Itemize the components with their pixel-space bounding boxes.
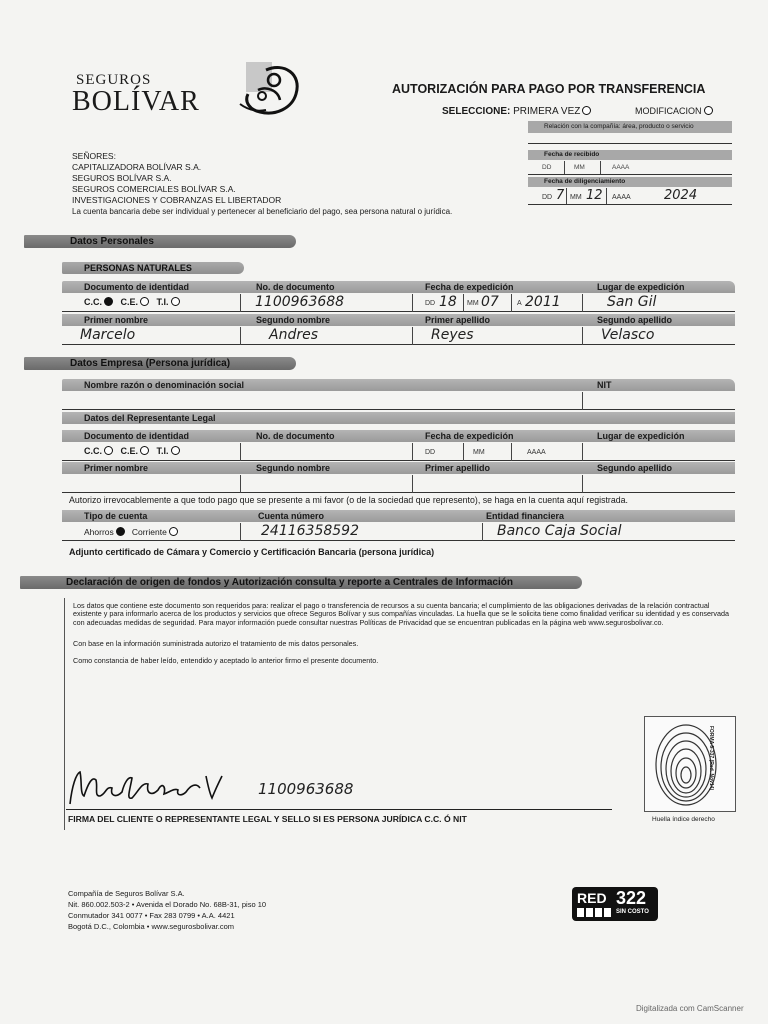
rep-fecha-cell[interactable] [412, 443, 582, 461]
hdr-primer-apellido: Primer apellido [425, 315, 491, 325]
section-datos-empresa [24, 357, 296, 370]
recipient-3: SEGUROS COMERCIALES BOLÍVAR S.A. [72, 184, 236, 194]
declaracion-title: Declaración de origen de fondos y Autorización consulta y reporte a Centrales de Información [66, 577, 513, 588]
fecha-exp-cell[interactable] [412, 294, 582, 312]
dilig-fields[interactable] [528, 188, 732, 205]
hdr-rep-no-documento: No. de documento [256, 431, 335, 441]
hdr-entidad: Entidad financiera [486, 511, 565, 521]
rep-lugar-cell[interactable] [582, 443, 735, 461]
lugar-value: San Gil [607, 294, 657, 310]
modificacion-label: MODIFICACION [635, 106, 702, 116]
hdr-no-documento: No. de documento [256, 282, 335, 292]
exp-mm-prefix: MM [467, 300, 479, 307]
logo-seguros: SEGUROS [76, 72, 152, 88]
ti-radio[interactable] [171, 297, 180, 306]
rep-nombres-row [62, 475, 735, 493]
dilig-div2 [606, 188, 607, 204]
ce-radio[interactable] [140, 297, 149, 306]
doc-type-group[interactable] [84, 297, 180, 307]
dilig-aaaa: 2024 [664, 188, 698, 203]
documento-value: 1100963688 [255, 294, 345, 310]
red-prefix: RED [577, 890, 607, 906]
rep-div2 [511, 443, 512, 461]
datos-personales-title: Datos Personales [70, 236, 154, 247]
relacion-label: Relación con la compañía: área, producto o servicio [544, 123, 694, 130]
personas-naturales-title: PERSONAS NATURALES [84, 263, 192, 273]
select-modificacion[interactable] [635, 106, 713, 116]
recipient-2: SEGUROS BOLÍVAR S.A. [72, 173, 172, 183]
hdr-tipo-cuenta: Tipo de cuenta [84, 511, 148, 521]
exp-div2 [511, 294, 512, 312]
primer-apellido-cell[interactable] [412, 327, 582, 345]
ahorros-radio[interactable] [116, 527, 125, 536]
recipient-1: CAPITALIZADORA BOLÍVAR S.A. [72, 162, 202, 172]
recibido-dd: DD [542, 164, 552, 171]
fingerprint-caption: Huella índice derecho [652, 816, 715, 823]
header-row-ident [62, 281, 735, 293]
dilig-dd-prefix: DD [542, 194, 553, 201]
hdr-representante: Datos del Representante Legal [84, 413, 216, 423]
entidad-value: Banco Caja Social [497, 523, 622, 539]
primer-nombre-value: Marcelo [80, 327, 136, 343]
dilig-mm-prefix: MM [570, 194, 582, 201]
cc-label: C.C. [84, 297, 102, 307]
footer-line-3: Conmutador 341 0077 • Fax 283 0799 • A.A. 4421 [68, 911, 235, 920]
forma-code: FORMA 8-337 (Red. Nov14) [707, 725, 714, 791]
exp-mm: 07 [481, 294, 499, 310]
header-row-cuenta [62, 510, 735, 522]
persona-ident-row [62, 294, 735, 312]
primer-nombre-cell[interactable] [62, 327, 240, 345]
rep-div1 [463, 443, 464, 461]
rep-segundo-nombre-cell[interactable] [240, 475, 412, 493]
cc-radio[interactable] [104, 297, 113, 306]
company-footer [68, 888, 266, 932]
section-datos-personales [24, 235, 296, 248]
rep-doc-type-group[interactable] [84, 446, 180, 456]
primera-vez-label: PRIMERA VEZ [513, 106, 581, 117]
select-row [442, 106, 591, 117]
legal-paragraph-2: Con base en la información suministrada autorizo el tratamiento de mis datos personales. [73, 639, 359, 648]
recibido-label: Fecha de recibido [544, 151, 600, 158]
segundo-apellido-value: Velasco [601, 327, 655, 343]
hdr-rep-lugar-exp: Lugar de expedición [597, 431, 685, 441]
rep-mm: MM [473, 449, 485, 456]
fingerprint-box[interactable] [644, 716, 736, 812]
hdr-primer-nombre: Primer nombre [84, 315, 149, 325]
persona-nombres-row [62, 327, 735, 345]
tipo-cuenta-group[interactable] [84, 527, 178, 537]
section-declaracion [20, 576, 582, 589]
recipients-note: La cuenta bancaria debe ser individual y pertenecer al beneficiario del pago, sea persona natural o jurídica. [72, 207, 453, 216]
rep-cc-label: C.C. [84, 446, 102, 456]
header-row-rep-ident [62, 430, 735, 442]
exp-aaaa: 2011 [525, 294, 561, 310]
nit-cell[interactable] [582, 392, 735, 410]
dilig-label: Fecha de diligenciamiento [544, 178, 626, 185]
datos-empresa-title: Datos Empresa (Persona jurídica) [70, 358, 231, 369]
modificacion-radio[interactable] [704, 106, 713, 115]
client-signature [66, 766, 226, 810]
rep-primer-apellido-cell[interactable] [412, 475, 582, 493]
header-row-nombres [62, 314, 735, 326]
signature-caption: FIRMA DEL CLIENTE O REPRESENTANTE LEGAL Y SELLO SI ES PERSONA JURÍDICA C.C. Ó NIT [68, 814, 467, 824]
section-personas-naturales [62, 262, 244, 274]
cuenta-row [62, 523, 735, 541]
dilig-mm: 12 [586, 188, 603, 203]
cuenta-numero-value: 24116358592 [261, 523, 359, 539]
header-row-razon [62, 379, 735, 391]
lugar-exp-cell[interactable] [582, 294, 735, 312]
relacion-box[interactable] [528, 121, 732, 133]
dilig-aaaa-prefix: AAAA [612, 194, 631, 201]
rep-segundo-apellido-cell[interactable] [582, 475, 735, 493]
signature-cc-written: 1100963688 [258, 780, 354, 798]
rep-cc-radio[interactable] [104, 446, 113, 455]
family-logo-icon [236, 60, 310, 122]
footer-line-4: Bogotá D.C., Colombia • www.segurosbolivar.com [68, 922, 235, 931]
primera-vez-radio[interactable] [582, 106, 591, 115]
dilig-div1 [566, 188, 567, 204]
recipients [72, 151, 452, 217]
hdr-rep-doc-identidad: Documento de identidad [84, 431, 190, 441]
recibido-mm: MM [574, 164, 585, 171]
rep-dd: DD [425, 449, 436, 456]
recipient-4: INVESTIGACIONES Y COBRANZAS EL LIBERTADOR [72, 195, 282, 205]
rep-ce-label: C.E. [120, 446, 139, 456]
ti-label: T.I. [156, 297, 169, 307]
camscanner-watermark: Digitalizada com CamScanner [636, 1004, 744, 1013]
footer-line-2: Nit. 860.002.503-2 • Avenida el Dorado No. 68B-31, piso 10 [68, 900, 267, 909]
recibido-div1 [564, 161, 565, 174]
recibido-label-bar [528, 150, 732, 160]
corriente-label: Corriente [131, 527, 167, 537]
recipients-lead: SEÑORES: [72, 151, 116, 161]
rep-aaaa: AAAA [527, 449, 546, 456]
hdr-lugar-exp: Lugar de expedición [597, 282, 685, 292]
hdr-segundo-nombre: Segundo nombre [256, 315, 330, 325]
cuenta-numero-cell[interactable] [240, 523, 482, 541]
ce-label: C.E. [120, 297, 139, 307]
empresa-razon-row[interactable] [62, 392, 735, 410]
segundo-nombre-cell[interactable] [240, 327, 412, 345]
hdr-rep-segundo-nombre: Segundo nombre [256, 463, 330, 473]
select-label: SELECCIONE: [442, 106, 511, 117]
dilig-dd: 7 [556, 188, 565, 203]
legal-paragraph-3: Como constancia de haber leído, entendido y aceptado lo anterior firmo el presente documento. [73, 656, 379, 665]
hdr-rep-primer-nombre: Primer nombre [84, 463, 149, 473]
rep-ti-radio[interactable] [171, 446, 180, 455]
header-row-rep-nombres [62, 462, 735, 474]
logo [72, 72, 232, 115]
hdr-fecha-exp: Fecha de expedición [425, 282, 514, 292]
hdr-doc-identidad: Documento de identidad [84, 282, 190, 292]
red-digit-boxes [577, 908, 611, 917]
rep-ce-radio[interactable] [140, 446, 149, 455]
footer-line-1: Compañía de Seguros Bolívar S.A. [68, 889, 185, 898]
relacion-line [528, 143, 732, 144]
exp-div1 [463, 294, 464, 312]
red-sub: SIN COSTO [616, 909, 649, 915]
hdr-rep-primer-apellido: Primer apellido [425, 463, 491, 473]
legal-paragraph-1: Los datos que contiene este documento son requeridos para: realizar el pago o transferencia de recursos a su cuenta bancaria; el cumplimiento de las obligaciones derivadas de la relación contractual existente y para informarlo acerca de los productos y servicios que ofrece Seguros Bolívar y sus compañías vinculadas. La huella que se le solicita tiene como finalidad verificar su identidad y es conservada con adecuadas medidas de seguridad. Para mayor información puede consultar nuestras Políticas de Privacidad que se encuentran publicadas en la página web www.segurosbolivar.co. [73, 601, 730, 627]
header-row-representante [62, 412, 735, 424]
exp-dd-prefix: DD [425, 300, 436, 307]
hdr-cuenta-numero: Cuenta número [258, 511, 325, 521]
ahorros-label: Ahorros [84, 527, 114, 537]
red-322-logo [572, 887, 658, 921]
primer-apellido-value: Reyes [431, 327, 474, 343]
logo-bolivar: BOLÍVAR [72, 86, 200, 117]
signature-line [66, 809, 612, 810]
hdr-rep-fecha-exp: Fecha de expedición [425, 431, 514, 441]
rep-ti-label: T.I. [156, 446, 169, 456]
rep-ident-row [62, 443, 735, 461]
dilig-label-bar [528, 177, 732, 187]
hdr-nit: NIT [597, 380, 612, 390]
rep-documento-cell[interactable] [240, 443, 412, 461]
documento-cell[interactable] [240, 294, 412, 312]
hdr-rep-segundo-apellido: Segundo apellido [597, 463, 673, 473]
recibido-aaaa: AAAA [612, 164, 630, 171]
exp-aaaa-prefix: A [517, 300, 522, 307]
adjunto-text: Adjunto certificado de Cámara y Comercio y Certificación Bancaria (persona jurídica) [69, 547, 435, 557]
form-title: AUTORIZACIÓN PARA PAGO POR TRANSFERENCIA [392, 82, 706, 96]
corriente-radio[interactable] [169, 527, 178, 536]
autorizo-text: Autorizo irrevocablemente a que todo pago que se presente a mi favor (o de la sociedad que represento), se haga en la cuenta aquí registrada. [69, 495, 628, 505]
recibido-fields[interactable] [528, 161, 732, 175]
hdr-razon-social: Nombre razón o denominación social [84, 380, 245, 390]
red-number: 322 [616, 888, 647, 908]
segundo-apellido-cell[interactable] [582, 327, 735, 345]
exp-dd: 18 [439, 294, 457, 310]
segundo-nombre-value: Andres [269, 327, 318, 343]
select-primera-vez[interactable] [513, 106, 591, 117]
entidad-cell[interactable] [482, 523, 735, 541]
recibido-div2 [600, 161, 601, 174]
hdr-segundo-apellido: Segundo apellido [597, 315, 673, 325]
